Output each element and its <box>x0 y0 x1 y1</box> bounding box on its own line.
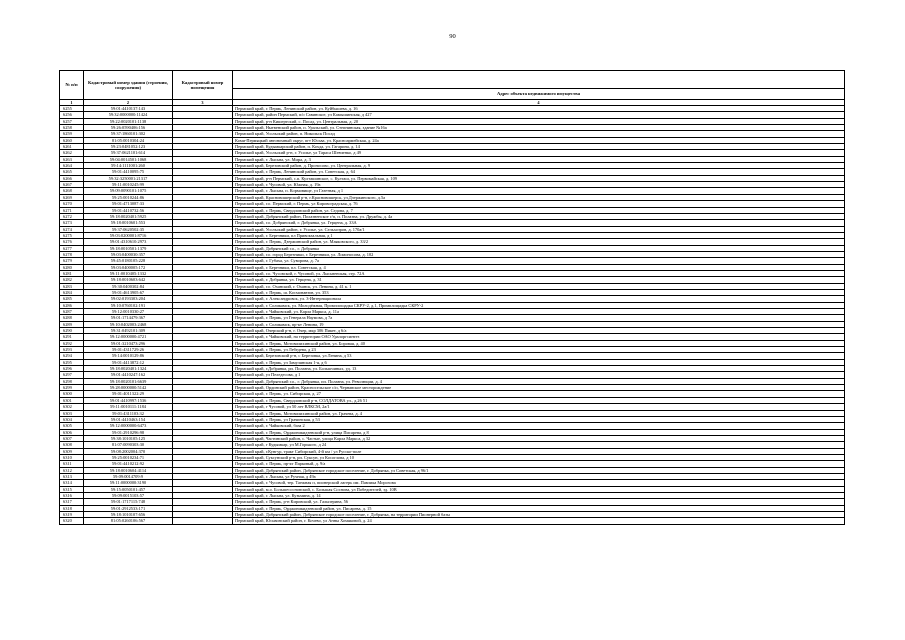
building-cadastral-cell: 59:01:4310610:2973 <box>84 239 173 245</box>
row-number-cell: 6290 <box>60 328 84 334</box>
room-cadastral-cell <box>173 518 233 524</box>
address-cell: Пермский край, г. Чусовой, тер. Таежная п, пионерский лагерь им. Павлика Морозова <box>233 480 845 486</box>
header-address-blank <box>233 71 845 89</box>
address-cell: Пермский край, г. Добрянка, ул. Герцена, д. 31 <box>233 277 845 283</box>
address-cell: Пермский край, Добрянский г.о., г. Добрянка, пп. Полазна, ул. Революции, д. 4 <box>233 378 845 384</box>
address-cell: Пермский край, г.о. город Березники, г. Березники, ул. Ломоносова, д. 102 <box>233 251 845 257</box>
address-cell: Пермский край, г. Пермь, ул Генерала Наумова, д 7а <box>233 315 845 321</box>
row-number-cell: 6258 <box>60 125 84 131</box>
building-cadastral-cell: 59:32:3250001:21317 <box>84 175 173 181</box>
building-cadastral-cell: 59:18:0010604:4114 <box>84 467 173 473</box>
building-cadastral-cell: 59:45:0180105:228 <box>84 258 173 264</box>
header-building-cadastral: Кадастровый номер здания (строения, сооружения) <box>84 71 173 100</box>
building-cadastral-cell: 59:37:1860101:302 <box>84 131 173 137</box>
address-cell: Пермский край, г. Пермь, ул Грачинская, д 53 <box>233 416 845 422</box>
address-cell: Пермский край, г. Пермь, Ленинский район, ул. Советская, д. 64 <box>233 169 845 175</box>
building-cadastral-cell: 81:07:0090303:30 <box>84 442 173 448</box>
row-number-cell: 6313 <box>60 473 84 479</box>
address-cell: Пермский край, г. Березники, пл. Советская, д. 4 <box>233 264 845 270</box>
building-cadastral-cell: 59:14:1111001:260 <box>84 163 173 169</box>
building-cadastral-cell: 59:01:4713087:33 <box>84 201 173 207</box>
building-cadastral-cell: 59:18:1010107:656 <box>84 512 173 518</box>
address-cell: Пермский край, г.Добрянка, рп. Полазна, ул. Большчиных, уд. 13 <box>233 366 845 372</box>
address-cell: Коми-Пермяцкий автономный округ, пгт Юсьва, ул. Красноармейская, д. 24а <box>233 137 845 143</box>
building-cadastral-cell: 59:37:0621101:614 <box>84 150 173 156</box>
property-registry-table <box>59 70 845 525</box>
address-cell: Пермский край, г. Лысьва, ул. Кузьмина, д. 14 <box>233 492 845 498</box>
row-number-cell: 6319 <box>60 512 84 518</box>
row-number-cell: 6298 <box>60 378 84 384</box>
address-cell: Пермский край, г. Пермь, р-н Кировский, ул. Гальперина, 56 <box>233 499 845 505</box>
address-cell: Пермский край, Усольский район, г. Усолье, ул. Сельхозров, д. 170а/1 <box>233 226 845 232</box>
row-number-cell: 6283 <box>60 283 84 289</box>
row-number-cell: 6261 <box>60 144 84 150</box>
row-number-cell: 6294 <box>60 353 84 359</box>
row-number-cell: 6291 <box>60 334 84 340</box>
row-number-cell: 6257 <box>60 118 84 124</box>
table-row <box>60 518 845 524</box>
building-cadastral-cell: 59:01:3210473:296 <box>84 340 173 346</box>
row-number-cell: 6273 <box>60 220 84 226</box>
header-col-number: 2 <box>84 100 173 106</box>
table-body <box>60 106 845 525</box>
row-number-cell: 6295 <box>60 359 84 365</box>
address-cell: Пермский край, Очерский р-н, г. Очер, мкр 306 Пикет, д 6/а <box>233 328 845 334</box>
building-cadastral-cell: 59:01:4311103:32 <box>84 410 173 416</box>
row-number-cell: 6315 <box>60 486 84 492</box>
header-room-cadastral: Кадастровый номер помещения <box>173 71 233 100</box>
building-cadastral-cell: 59:01:4011322:29 <box>84 391 173 397</box>
row-number-cell: 6281 <box>60 270 84 276</box>
row-number-cell: 6314 <box>60 480 84 486</box>
address-cell: Пермский край, г. Пермь, ул Лебедева, д 23 <box>233 347 845 353</box>
address-cell: Пермский край, р-н Пермский, с.п. Култашинское, с. Култаш, ул. Первомайская, д. 109 <box>233 175 845 181</box>
address-cell: Пермский край, Нытвенский район, п. Уральский, ул. Степнинская, здание №16а <box>233 125 845 131</box>
row-number-cell: 6293 <box>60 347 84 353</box>
building-cadastral-cell: 59:26:0590406:156 <box>84 125 173 131</box>
row-number-cell: 6300 <box>60 391 84 397</box>
building-cadastral-cell: 59:01:4410095:75 <box>84 169 173 175</box>
address-cell: Пермский край, г. Пермь, Орджоникидзевский район, ул. Писарева, д. 15 <box>233 505 845 511</box>
row-number-cell: 6302 <box>60 404 84 410</box>
table-header <box>60 71 845 106</box>
building-cadastral-cell: 59:01:4410212:92 <box>84 461 173 467</box>
address-cell: Пермский край, Суксунский р-н, рп. Суксун, ул Косоглова, д 10 <box>233 454 845 460</box>
address-cell: Пермский край, г Кудымкар, ул М.Горького, д 24 <box>233 442 845 448</box>
address-cell: Пермский край, м.о. Большесосновский, с. Большая Соснова, ул Победителей, зд. 10В <box>233 486 845 492</box>
row-number-cell: 6267 <box>60 182 84 188</box>
row-number-cell: 6312 <box>60 467 84 473</box>
building-cadastral-cell: 59:04:0014501:1068 <box>84 156 173 162</box>
address-cell: Пермский край, Красновишерский р-н, г.Красновишерск, ул.Дзержинского, д.5а <box>233 194 845 200</box>
row-number-cell: 6318 <box>60 505 84 511</box>
building-cadastral-cell: 59:25:0010234:71 <box>84 454 173 460</box>
address-cell: Пермский край, г. Лысьва, ул Ручная, д 49а <box>233 473 845 479</box>
row-number-cell: 6310 <box>60 454 84 460</box>
building-cadastral-cell: 59:01:4410463:154 <box>84 416 173 422</box>
row-number-cell: 6299 <box>60 385 84 391</box>
address-cell: Пермский край, г. Лысьва, п. Кормовище, ул Газетная, д 1 <box>233 188 845 194</box>
address-cell: Пермский край, Ординский район, Красносельское с/п, Чернавское месторождение <box>233 385 845 391</box>
header-col-number: 3 <box>173 100 233 106</box>
row-number-cell: 6317 <box>60 499 84 505</box>
row-number-cell: 6316 <box>60 492 84 498</box>
building-cadastral-cell: 59:09:0015103:57 <box>84 492 173 498</box>
address-cell: Пермский край, Березовский р-н, с Березовка, ул Ленина, д 53 <box>233 353 845 359</box>
address-cell: Пермский край, Усольский р-н, г. Усолье, ул Тараса Шевченко, д 49 <box>233 150 845 156</box>
row-number-cell: 6266 <box>60 175 84 181</box>
address-cell: Пермский край, г. Пермь, Свердловский район, ул. Седова, д. 7 <box>233 207 845 213</box>
row-number-cell: 6288 <box>60 315 84 321</box>
address-cell: Пермский край, г. Александровск, ул. 3-Интернационала <box>233 296 845 302</box>
building-cadastral-cell: 59:01:4410137:143 <box>84 106 173 112</box>
address-cell: Пермский край, район Пермский, п/о Савинское, ул Камышинская, д 427 <box>233 112 845 118</box>
address-cell: Пермский край, Частинский район, с. Частые, улица Карла Маркса, д 32 <box>233 435 845 441</box>
row-number-cell: 6268 <box>60 188 84 194</box>
header-col-number: 4 <box>233 100 845 106</box>
address-cell: Пермский край, г. Соликамск, пр-кт Ленина, 19 <box>233 321 845 327</box>
row-number-cell: 6285 <box>60 296 84 302</box>
building-cadastral-cell: 59:32:0000000:11424 <box>84 112 173 118</box>
address-cell: Пермский край, г. Березники, пл Привокзальная, д 1 <box>233 232 845 238</box>
building-cadastral-cell: 59:18:0020101:6639 <box>84 378 173 384</box>
building-cadastral-cell: 59:37:0620502:35 <box>84 226 173 232</box>
building-cadastral-cell: 59:18:0010603:642 <box>84 277 173 283</box>
building-cadastral-cell: 59:11:0000000:3190 <box>84 480 173 486</box>
row-number-cell: 6311 <box>60 461 84 467</box>
address-cell: Пермский край, Усольский район, п. Никольск Посад <box>233 131 845 137</box>
building-cadastral-cell: 59:22:0020101:1138 <box>84 118 173 124</box>
header-num: № п/п <box>60 71 84 100</box>
row-number-cell: 6270 <box>60 201 84 207</box>
building-cadastral-cell: 59:12:0010330:27 <box>84 309 173 315</box>
building-cadastral-cell: 59:09:0014709:9 <box>84 473 173 479</box>
row-number-cell: 6271 <box>60 207 84 213</box>
page-number: 90 <box>449 33 456 40</box>
building-cadastral-cell: 59:01:4413872:12 <box>84 359 173 365</box>
row-number-cell: 6278 <box>60 251 84 257</box>
building-cadastral-cell: 59:01:1714479:367 <box>84 315 173 321</box>
row-number-cell: 6289 <box>60 321 84 327</box>
row-number-cell: 6301 <box>60 397 84 403</box>
row-number-cell: 6262 <box>60 150 84 156</box>
address-cell: Пермский край, г. Пермь, Мотовилихинский район, ул. Грачева, д. 4 <box>233 410 845 416</box>
row-number-cell: 6286 <box>60 302 84 308</box>
row-number-cell: 6282 <box>60 277 84 283</box>
building-cadastral-cell: 59:01:4311729:26 <box>84 347 173 353</box>
building-cadastral-cell: 59:03:0400005:172 <box>84 264 173 270</box>
row-number-cell: 6275 <box>60 232 84 238</box>
row-number-cell: 6279 <box>60 258 84 264</box>
address-cell: Пермский край, г. Чайковский, ул. Карла Маркса, д. 11а <box>233 309 845 315</box>
header-col-number: 1 <box>60 100 84 106</box>
address-cell: Пермский край, г. Лысьва, ул. Мира, д. 3 <box>233 156 845 162</box>
row-number-cell: 6292 <box>60 340 84 346</box>
address-cell: Пермский край, г. Пермь, ул Замулянская 1-я, д 6 <box>233 359 845 365</box>
address-cell: Пермский край, г.Кунгур, тракт Сибирский, 4-й км / ул Русско-поле <box>233 448 845 454</box>
row-number-cell: 6277 <box>60 245 84 251</box>
building-cadastral-cell: 59:18:0010601:553 <box>84 220 173 226</box>
building-cadastral-cell: 59:12:0000000:6473 <box>84 423 173 429</box>
row-number-cell: 6284 <box>60 289 84 295</box>
building-cadastral-cell: 59:12:0000000:4721 <box>84 334 173 340</box>
building-cadastral-cell: 59:01:2910296:98 <box>84 429 173 435</box>
row-number-cell: 6320 <box>60 518 84 524</box>
building-cadastral-cell: 59:11:0010111:1184 <box>84 404 173 410</box>
building-cadastral-cell: 59:09:0090101:1075 <box>84 188 173 194</box>
address-cell: Пермский край, г. Пермь, Орджоникидзевский р-н, улица Писарева, д 8 <box>233 429 845 435</box>
building-cadastral-cell: 59:30:0400302:84 <box>84 283 173 289</box>
address-cell: Пермский край, г. Пермь, ш. Космонавтов, ул. 353 <box>233 289 845 295</box>
row-number-cell: 6306 <box>60 429 84 435</box>
building-cadastral-cell: 59:25:0010244:86 <box>84 194 173 200</box>
address-cell: Пермский край, Добрянский район, Добрянское городское поселение, г. Добрянка, ул Советская, д 96/1 <box>233 467 845 473</box>
address-cell: Пермский край, р-н Кишертский, с. Посад, ул. Центральная, д. 20 <box>233 118 845 124</box>
row-number-cell: 6260 <box>60 137 84 143</box>
address-cell: Пермский край, г. Соликамск, ул. Молодёжная, Промплощадка СКРУ-2, д.1, Промплощадка СКРУ-2 <box>233 302 845 308</box>
row-number-cell: 6308 <box>60 442 84 448</box>
row-number-cell: 6256 <box>60 112 84 118</box>
building-cadastral-cell: 59:01:4410997:1536 <box>84 397 173 403</box>
row-number-cell: 6305 <box>60 423 84 429</box>
building-cadastral-cell: 59:03:0400030:357 <box>84 251 173 257</box>
building-cadastral-cell: 81:05:0260106:567 <box>84 518 173 524</box>
address-cell: Пермский край, г Чусовой, ул 50 лет ВЛКСМ, 2а/1 <box>233 404 845 410</box>
address-cell: Пермский край, г. Губаха, ул. Суворова, д. 7а <box>233 258 845 264</box>
row-number-cell: 6276 <box>60 239 84 245</box>
building-cadastral-cell: 59:15:0050101:457 <box>84 486 173 492</box>
building-cadastral-cell: 59:31:0492101:309 <box>84 328 173 334</box>
address-cell: Пермский край, Добрянский г.о., г. Добрянка <box>233 245 845 251</box>
building-cadastral-cell: 59:11:0010245:99 <box>84 182 173 188</box>
address-cell: Пермский край, г.о. Добрянский, г. Добрянка, ул. Герцена, д. 33А <box>233 220 845 226</box>
address-cell: Пермский край, г. Пермь, пр-кт Парковый, д. 9/а <box>233 461 845 467</box>
building-cadastral-cell: 59:38:1010105:125 <box>84 435 173 441</box>
building-cadastral-cell: 59:01:4410247:162 <box>84 372 173 378</box>
row-number-cell: 6272 <box>60 213 84 219</box>
row-number-cell: 6307 <box>60 435 84 441</box>
building-cadastral-cell: 59:01:2912533:171 <box>84 505 173 511</box>
row-number-cell: 6304 <box>60 416 84 422</box>
building-cadastral-cell: 59:18:0020401:5925 <box>84 213 173 219</box>
building-cadastral-cell: 59:11:0010405:1332 <box>84 270 173 276</box>
row-number-cell: 6280 <box>60 264 84 270</box>
address-cell: Пермский край, г.о. Чусовской, г. Чусовой, ул. Лысьвенская, стр. 72А <box>233 270 845 276</box>
address-cell: Пермский край, г. Пермь, ул. Сибирская, д. 27 <box>233 391 845 397</box>
building-cadastral-cell: 59:08:2002004:370 <box>84 448 173 454</box>
building-cadastral-cell: 59:01:4410732:56 <box>84 207 173 213</box>
row-number-cell: 6274 <box>60 226 84 232</box>
address-cell: Пермский край, г. Чайковский, на территории ОАО Уралоргсинтез <box>233 334 845 340</box>
building-cadastral-cell: 59:23:0481052:123 <box>84 144 173 150</box>
building-cadastral-cell: 59:01:1717115:748 <box>84 499 173 505</box>
address-cell: Пермский край, ул Пеледесова, д 1 <box>233 372 845 378</box>
row-number-cell: 6303 <box>60 410 84 416</box>
building-cadastral-cell: 59:02:0193303:204 <box>84 296 173 302</box>
building-cadastral-cell: 81:05:0010304:24 <box>84 137 173 143</box>
row-number-cell: 6255 <box>60 106 84 112</box>
building-cadastral-cell: 59:10:0760102:191 <box>84 302 173 308</box>
row-number-cell: 6296 <box>60 366 84 372</box>
address-cell: Пермский край, г. Пермь, Свердловский р-н, СОЛДАТОВА ул., д.26 51 <box>233 397 845 403</box>
address-cell: Пермский край, г.о. Пермский, г. Пермь, ул Кировоградская, д. 76 <box>233 201 845 207</box>
address-cell: Пермский край, г.о. Оханский, г. Оханск, ул. Ленина, д. 41 к. 1 <box>233 283 845 289</box>
header-address: Адрес объекта недвижимого имущества <box>233 89 845 100</box>
address-cell: Пермский край, Березовский район, д. Проносово, ул. Центральная, д. 9 <box>233 163 845 169</box>
address-cell: Пермский край, Добрянский район, Добрянское городское поселение, г. Добрянка, на территории Пионерной базы <box>233 512 845 518</box>
building-cadastral-cell: 59:10:0402003:2468 <box>84 321 173 327</box>
address-cell: Пермский край, г. Пермь, Ленинский район, ул. Куйбышева, д. 16 <box>233 106 845 112</box>
address-cell: Пермский край, г. Чайковский, база 2 <box>233 423 845 429</box>
row-number-cell: 6265 <box>60 169 84 175</box>
address-cell: Пермский край, г. Пермь, Дзержинский район, ул. Маяковского, д. 33/2 <box>233 239 845 245</box>
address-cell: Пермский край, г. Чусовой, ул. Южная, д. 19а <box>233 182 845 188</box>
building-cadastral-cell: 59:18:0010501:1379 <box>84 245 173 251</box>
row-number-cell: 6297 <box>60 372 84 378</box>
building-cadastral-cell: 59:28:0000000:5142 <box>84 385 173 391</box>
row-number-cell: 6309 <box>60 448 84 454</box>
building-cadastral-cell: 59:01:4613905:67 <box>84 289 173 295</box>
address-cell: Пермский край, Юсьвинский район, г. Кочево, ул Анны Хомяковой, д. 24 <box>233 518 845 524</box>
building-cadastral-cell: 59:14:0010129:86 <box>84 353 173 359</box>
address-cell: Пермский край, Добрянский район, Полазненское г/п, п. Полазна, ул. Дружбы, д. 4а <box>233 213 845 219</box>
row-number-cell: 6269 <box>60 194 84 200</box>
row-number-cell: 6287 <box>60 309 84 315</box>
row-number-cell: 6259 <box>60 131 84 137</box>
address-cell: Пермский край, г. Пермь, Мотовилихинский район, ул. Боровая, д. 40 <box>233 340 845 346</box>
row-number-cell: 6264 <box>60 163 84 169</box>
building-cadastral-cell: 59:03:0200001:8716 <box>84 232 173 238</box>
building-cadastral-cell: 59:18:0020401:1324 <box>84 366 173 372</box>
row-number-cell: 6263 <box>60 156 84 162</box>
address-cell: Пермский край, Кудымкарский район, п. Кохда, ул. Гагарина, д. 14 <box>233 144 845 150</box>
